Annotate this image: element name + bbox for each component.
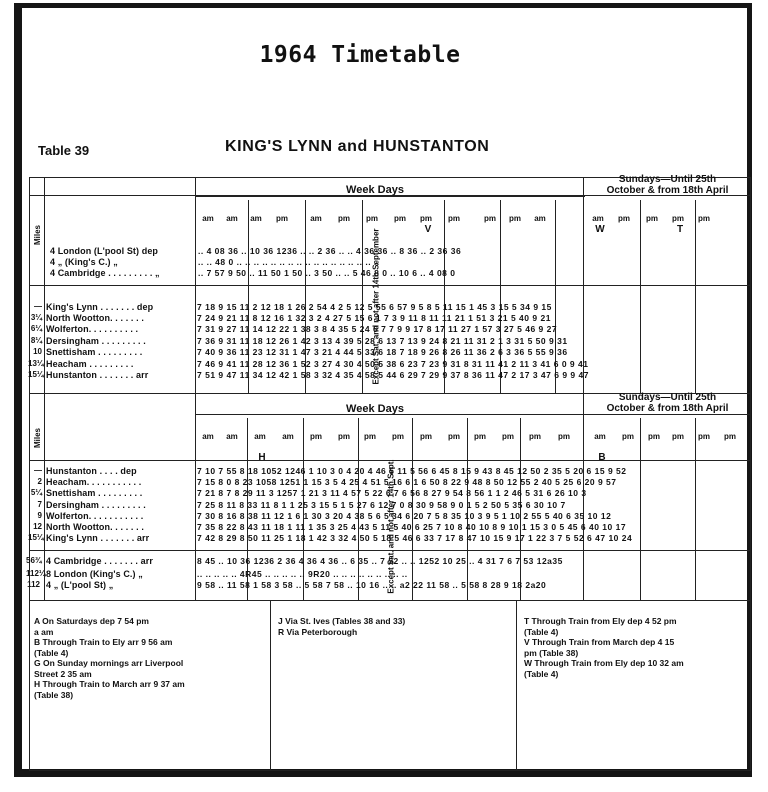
station-miles: 56¾	[26, 556, 42, 565]
column-heading: pm	[420, 214, 432, 223]
station-name: Heacham. . . . . . . . . . .	[46, 477, 142, 487]
column-letter: V	[424, 224, 432, 235]
sunday-header-line: Sundays—Until 25th	[618, 174, 717, 185]
column-heading: pm	[502, 432, 514, 441]
column-heading: am	[226, 214, 238, 223]
time-row: 7 46 9 41 11 28 12 36 1 52 3 27 4 30 4 50 5 38 6 23 7 23 9 31 8 31 11 41 2 11 3 41 6 0 9 41	[197, 359, 589, 369]
time-row: 7 31 9 27 11 14 12 22 1 38 3 8 4 35 5 24 6 7 7 9 9 17 8 17 11 27 1 57 3 27 5 46 9 27	[197, 324, 558, 334]
column-heading: pm	[558, 432, 570, 441]
station-name: Snettisham . . . . . . . . .	[46, 347, 143, 357]
column-heading: pm	[366, 214, 378, 223]
column-heading: pm	[364, 432, 376, 441]
column-heading: am	[592, 214, 604, 223]
column-letter: B	[598, 452, 606, 463]
origin-time-row: .. .. 48 0 .. .. .. .. .. .. .. .. .. .. .. .. .. .. .. .. ..	[198, 257, 380, 267]
column-heading: am	[254, 432, 266, 441]
column-heading: am	[594, 432, 606, 441]
time-row: 7 21 8 7 8 29 11 3 1257 1 21 3 11 4 57 5 22 6 7 6 56 8 27 9 54 8 56 1 1 2 46 5 31 6 26 10 3	[197, 488, 587, 498]
footnotes-col-1: A On Saturdays dep 7 54 pm a am B Through Train to Ely arr 9 56 am (Table 4) G On Sunday mornings arr Liverpool Street 2 35 am H Through Train to March arr 9 37 am (Table 38)	[34, 616, 185, 700]
weekdays-header-2: Week Days	[346, 403, 404, 415]
sunday-header-top-1	[585, 174, 750, 196]
origin-station-name: 4 „ (King's C.) „	[50, 257, 118, 267]
station-miles: 3¼	[30, 313, 42, 322]
column-heading: pm	[448, 432, 460, 441]
column-heading: am	[534, 214, 546, 223]
column-heading: pm	[338, 214, 350, 223]
sunday-header-line: Sundays—Until 25th	[618, 392, 717, 403]
destination-time-row: 9 58 .. 11 58 1 58 3 58 .. 5 58 7 58 .. 10 16 .. .. a2 22 11 58 .. 5 58 8 28 9 18 2a20	[197, 580, 547, 590]
destination-station-name: 4 „ (L'pool St) „	[46, 580, 114, 590]
station-miles: 12	[33, 522, 42, 531]
vertical-note-text: Except Sat. and not after 14th September	[371, 228, 381, 385]
origin-station-name: 4 Cambridge . . . . . . . . . „	[50, 268, 160, 278]
station-miles: 15¼	[28, 370, 44, 379]
station-miles: 10	[33, 347, 42, 356]
origin-time-row: .. 4 08 36 .. 10 36 1236 .. .. 2 36 .. .. 4 36 36 .. 8 36 .. 2 36 36	[198, 246, 462, 256]
column-heading: pm	[672, 214, 684, 223]
miles-label: Miles	[33, 224, 42, 245]
time-row: 7 40 9 36 11 23 12 31 1 47 3 21 4 44 5 33 6 18 7 18 9 26 8 26 11 36 2 6 3 36 5 55 9 36	[197, 347, 568, 357]
weekdays-header: Week Days	[346, 184, 404, 196]
column-letter: H	[258, 452, 266, 463]
station-miles: —	[34, 302, 42, 311]
column-heading: am	[202, 214, 214, 223]
station-name: Heacham . . . . . . . . .	[46, 359, 134, 369]
time-row: 7 24 9 21 11 8 12 16 1 32 3 2 4 27 5 15 6 1 7 3 9 11 8 11 11 21 1 51 3 21 5 40 9 21	[197, 313, 551, 323]
footnotes-col-2: J Via St. Ives (Tables 38 and 33) R Via Peterborough	[278, 616, 406, 637]
station-miles: 8¼	[30, 336, 42, 345]
column-heading: pm	[509, 214, 521, 223]
station-name: King's Lynn . . . . . . . dep	[46, 302, 154, 312]
column-heading: am	[310, 214, 322, 223]
column-heading: am	[202, 432, 214, 441]
station-miles: 6¼	[30, 324, 42, 333]
destination-station-name: 8 London (King's C.) „	[46, 569, 143, 579]
rule	[29, 285, 751, 286]
miles-label-2: Miles	[33, 427, 42, 448]
time-row: 7 15 8 0 8 23 1058 1251 1 15 3 5 4 25 4 51 5 16 6 1 6 50 8 22 9 48 8 50 12 55 2 40 5 25 6 20 9 57	[197, 477, 617, 487]
origin-time-row: .. 7 57 9 50 .. 11 50 1 50 .. 3 50 .. .. 5 46 8 0 .. 10 6 .. 4 08 0	[198, 268, 456, 278]
destination-time-row: 8 45 .. 10 36 1236 2 36 4 36 4 36 .. 6 35 .. 7 52 .. .. 1252 10 25 .. 4 31 7 6 7 53 12a35	[197, 556, 563, 566]
time-row: 7 10 7 55 8 18 1052 1246 1 10 3 0 4 20 4 46 5 11 5 56 6 45 8 15 9 43 8 45 12 50 2 35 5 20 6 15 9 52	[197, 466, 627, 476]
vertical-note-text: Except Sat. and not after 14th Sept.	[386, 459, 396, 594]
sunday-header-line: October & from 18th April	[606, 403, 729, 414]
origin-station-name: 4 London (L'pool St) dep	[50, 246, 159, 256]
station-miles: 5¼	[30, 488, 42, 497]
column-letter: T	[676, 224, 684, 235]
column-heading: pm	[420, 432, 432, 441]
destination-station-name: 4 Cambridge . . . . . . . arr	[46, 556, 153, 566]
station-miles: 112	[27, 580, 40, 589]
station-name: Dersingham . . . . . . . . .	[46, 500, 146, 510]
footnotes-col-3: T Through Train from Ely dep 4 52 pm (Table 4) V Through Train from March dep 4 15 pm (Table 38) W Through Train from Ely dep 10 32 am (Table 4)	[524, 616, 684, 679]
column-heading: am	[226, 432, 238, 441]
column-heading: pm	[276, 214, 288, 223]
station-miles: 15¼	[28, 533, 44, 542]
time-row: 7 42 8 29 8 50 11 25 1 18 1 42 3 32 4 50 5 18 5 46 6 33 7 17 8 47 10 15 9 17 1 22 3 7 5 52 6 47 10 24	[197, 533, 633, 543]
column-heading: pm	[474, 432, 486, 441]
station-miles: 7	[37, 500, 42, 509]
column-heading: am	[250, 214, 262, 223]
station-miles: 9	[37, 511, 42, 520]
column-heading: pm	[698, 214, 710, 223]
station-miles: 13¼	[28, 359, 44, 368]
column-letter: W	[595, 224, 605, 235]
station-miles: —	[34, 466, 42, 475]
column-heading: pm	[392, 432, 404, 441]
column-heading: pm	[672, 432, 684, 441]
page-title: 1964 Timetable	[259, 42, 461, 68]
column-heading: pm	[618, 214, 630, 223]
station-name: Dersingham . . . . . . . . .	[46, 336, 146, 346]
column-heading: pm	[310, 432, 322, 441]
sunday-header-top-2	[585, 392, 750, 414]
station-name: Snettisham . . . . . . . . .	[46, 488, 143, 498]
station-name: Hunstanton . . . . . . . arr	[46, 370, 149, 380]
destination-time-row: .. .. .. .. .. 4R45 .. .. .. .. .. 9R20 .. .. .. .. .. .. .. .. ..	[197, 569, 408, 579]
station-name: Wolferton. . . . . . . . . . .	[46, 511, 144, 521]
route-title: KING'S LYNN and HUNSTANTON	[225, 138, 490, 155]
time-row: 7 25 8 11 8 33 11 8 1 1 25 3 15 5 1 5 27 6 12 7 0 8 30 9 58 9 0 1 5 2 50 5 35 6 30 10 7	[197, 500, 566, 510]
station-name: North Wootton. . . . . . .	[46, 522, 144, 532]
station-miles: 112¼	[26, 569, 46, 578]
rule	[29, 600, 751, 601]
table-number: Table 39	[38, 143, 90, 158]
station-name: North Wootton. . . . . . .	[46, 313, 144, 323]
column-heading: pm	[484, 214, 496, 223]
column-heading: pm	[698, 432, 710, 441]
column-heading: pm	[529, 432, 541, 441]
time-row: 7 30 8 16 8 38 11 12 1 6 1 30 3 20 4 38 5 6 5 34 6 20 7 5 8 35 10 3 9 5 1 10 2 55 5 40 6 35 10 12	[197, 511, 612, 521]
column-heading: pm	[648, 432, 660, 441]
time-row: 7 35 8 22 8 43 11 18 1 11 1 35 3 25 4 43 5 11 5 40 6 25 7 10 8 40 10 8 9 10 1 15 3 0 5 45 6 40 10 17	[197, 522, 627, 532]
column-heading: pm	[338, 432, 350, 441]
station-name: Hunstanton . . . . dep	[46, 466, 137, 476]
time-row: 7 51 9 47 11 34 12 42 1 58 3 32 4 35 4 58 5 44 6 29 7 29 9 37 8 36 11 47 2 17 3 47 6 9 9 47	[197, 370, 589, 380]
rule	[195, 414, 751, 415]
column-heading: pm	[622, 432, 634, 441]
column-heading: pm	[724, 432, 736, 441]
sunday-header-line: October & from 18th April	[606, 185, 729, 196]
column-heading: am	[282, 432, 294, 441]
column-heading: pm	[646, 214, 658, 223]
station-name: Wolferton. . . . . . . . . .	[46, 324, 139, 334]
station-miles: 2	[37, 477, 42, 486]
station-name: King's Lynn . . . . . . . arr	[46, 533, 150, 543]
column-heading: pm	[448, 214, 460, 223]
time-row: 7 36 9 31 11 18 12 26 1 42 3 13 4 39 5 28 6 13 7 13 9 24 8 21 11 31 2 1 3 31 5 50 9 31	[197, 336, 568, 346]
time-row: 7 18 9 15 11 2 12 18 1 26 2 54 4 2 5 12 5 55 6 57 9 5 8 5 11 15 1 45 3 15 5 34 9 15	[197, 302, 552, 312]
column-heading: pm	[394, 214, 406, 223]
